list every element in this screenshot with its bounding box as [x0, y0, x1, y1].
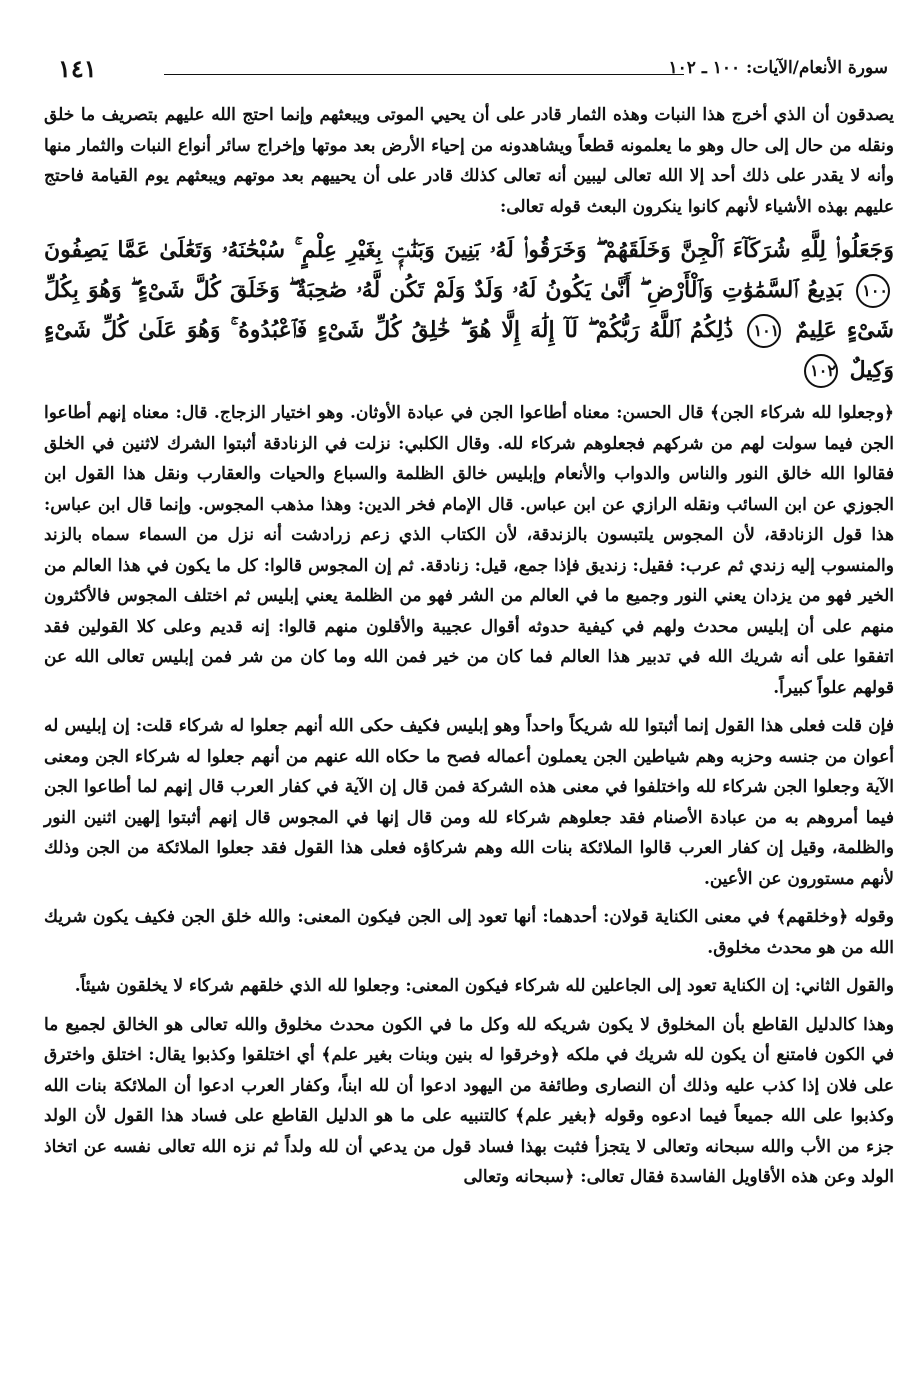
- commentary-paragraph: وقوله ﴿وخلقهم﴾ في معنى الكناية قولان: أحدهما: أنها تعود إلى الجن فيكون المعنى: والله خلق الجن فكيف يكون شريك الله من هو محدث مخلوق.: [44, 907, 894, 958]
- intro-paragraph: يصدقون أن الذي أخرج هذا النبات وهذه الثمار قادر على أن يحيي الموتى ويبعثهم وإنما احتج الله عليهم بتصريف ما خلق ونقله من حال إلى حال وهو ما يعلمونه قطعاً ويشاهدونه من إحياء الأرض بعد موتها وإخراج سائر أنواع النبات والثمار منها وأنه لا يقدر على ذلك أحد إلا الله تعالى ليبين أنه تعالى كذلك قادر على أن يحييهم بعد موتهم ويبعثهم يوم القيامة فاحتج عليهم بهذه الأشياء لأنهم كانوا ينكرون البعث قوله تعالى:: [44, 105, 894, 217]
- verse-number-mark: ١٠٢: [804, 354, 838, 388]
- page-header: [44, 52, 894, 88]
- running-title: سورة الأنعام/الآيات: ١٠٠ ـ ١٠٢: [668, 58, 888, 78]
- quran-verses: [44, 230, 894, 390]
- commentary-paragraph: وهذا كالدليل القاطع بأن المخلوق لا يكون شريكه لله وكل ما في الكون محدث مخلوق والله تعالى هو الخالق لجميع ما في الكون فامتنع أن يكون لله شريك في ملكه ﴿وخرقوا له بنين وبنات بغير علم﴾ أي اختلقوا وكذبوا يقال: اختلق واخترق على فلان إذا كذب عليه وذلك أن النصارى وطائفة من اليهود ادعوا أن لله ابناً، وكفار العرب ادعوا أن الملائكة بنات الله وكذبوا على الله جميعاً فيما ادعوه وقوله ﴿بغير علم﴾ كالتنبيه على ما هو الدليل القاطع على فساد هذا القول لأن الولد جزء من الأب والله سبحانه وتعالى لا يتجزأ فثبت بهذا فساد قول من يدعي أن لله ولداً ثم نزه الله تعالى نفسه عن اتخاذ الولد وعن هذه الأقاويل الفاسدة فقال تعالى: ﴿سبحانه وتعالى: [44, 1014, 894, 1187]
- book-page: [44, 52, 894, 1201]
- verse-text: ذَٰلِكُمُ ٱللَّهُ رَبُّكُمْ ۖ لَآ إِلَٰهَ إِلَّا هُوَ ۖ خَٰلِقُ كُلِّ شَىْءٍ فَٱعْبُدُوهُ ۚ وَهُوَ عَلَىٰ كُلِّ شَىْءٍ وَكِيلٌ: [44, 317, 894, 383]
- verse-text: بَدِيعُ ٱلسَّمَٰوَٰتِ وَٱلْأَرْضِ ۖ أَنَّىٰ يَكُونُ لَهُۥ وَلَدٌ وَلَمْ تَكُن لَّهُۥ صَٰحِبَةٌ ۖ وَخَلَقَ كُلَّ شَىْءٍ ۖ وَهُوَ بِكُلِّ شَىْءٍ عَلِيمٌ: [44, 277, 894, 343]
- verse-number-mark: ١٠١: [747, 314, 781, 348]
- verse-text: وَجَعَلُوا۟ لِلَّهِ شُرَكَآءَ ٱلْجِنَّ وَخَلَقَهُمْ ۖ وَخَرَقُوا۟ لَهُۥ بَنِينَ وَبَنَٰتٍۭ بِغَيْرِ عِلْمٍ ۚ سُبْحَٰنَهُۥ وَتَعَٰلَىٰ عَمَّا يَصِفُونَ: [44, 237, 894, 263]
- commentary-paragraph: ﴿وجعلوا لله شركاء الجن﴾ قال الحسن: معناه أطاعوا الجن في عبادة الأوثان. وهو اختيار الزجاج. قال: معناه إنهم أطاعوا الجن فيما سولت لهم من شركهم فجعلوهم شركاء لله. وقال الكلبي: نزلت في الزنادقة أثبتوا الشرك لاثنين في الخلق فقالوا الله خالق النور والناس والدواب والأنعام وإبليس خالق الظلمة والسباع والحيات والعقارب ونقل هذا القول ابن الجوزي عن ابن السائب ونقله الرازي عن ابن عباس. قال الإمام فخر الدين: وهذا مذهب المجوس. وإنما قال ابن عباس: هذا قول الزنادقة، لأن المجوس يلتبسون بالزندقة، لأن الكتاب الذي زعم زرادشت أنه نزل من السماء سماه بالزند والمنسوب إليه زندي ثم عرب: فقيل: زنديق فإذا جمع، قيل: زنادقة. ثم إن المجوس قالوا: كل ما يكون في هذا العالم من الخير فهو من يزدان يعني النور وجميع ما في العالم من الشر فهو من الظلمة يعني إبليس ثم اختلف المجوس فالأكثرون منهم على أن إبليس محدث ولهم في كيفية حدوثه أقوال عجيبة والأقلون منهم قالوا: إنه قديم وعلى كلا القولين فقد اتفقوا على أنه شريك الله في تدبير هذا العالم فما كان من خير فمن الله وما كان من شر فمن إبليس تعالى الله عن قولهم علواً كبيراً.: [44, 403, 894, 698]
- verse-number-mark: ١٠٠: [856, 274, 890, 308]
- header-rule: [164, 74, 684, 75]
- page-number: ١٤١: [58, 54, 97, 83]
- commentary-paragraph: والقول الثاني: إن الكناية تعود إلى الجاعلين لله شركاء فيكون المعنى: وجعلوا لله الذي خلقهم شركاء لا يخلقون شيئاً.: [74, 976, 894, 996]
- commentary-paragraph: فإن قلت فعلى هذا القول إنما أثبتوا لله شريكاً واحداً وهو إبليس فكيف حكى الله أنهم جعلوا له شركاء قلت: إن إبليس له أعوان من جنسه وحزبه وهم شياطين الجن يعملون أعماله فصح ما حكاه الله عنهم من أنهم جعلوا له شركاء الجن ومعنى الآية وجعلوا الجن شركاء لله واختلفوا في معنى هذه الشركة فمن قال إن الآية في كفار العرب قال إنهم لما أطاعوا الجن فيما أمروهم به من عبادة الأصنام فقد جعلوهم شركاء لله ومن قال إنها في المجوس قال إنهم أثبتوا إلهين اثنين النور والظلمة، وقيل إن كفار العرب قالوا الملائكة بنات الله وهم شركاؤه فعلى هذا القول فقد جعلوا الملائكة من الجن وذلك لأنهم مستورون عن الأعين.: [44, 716, 894, 889]
